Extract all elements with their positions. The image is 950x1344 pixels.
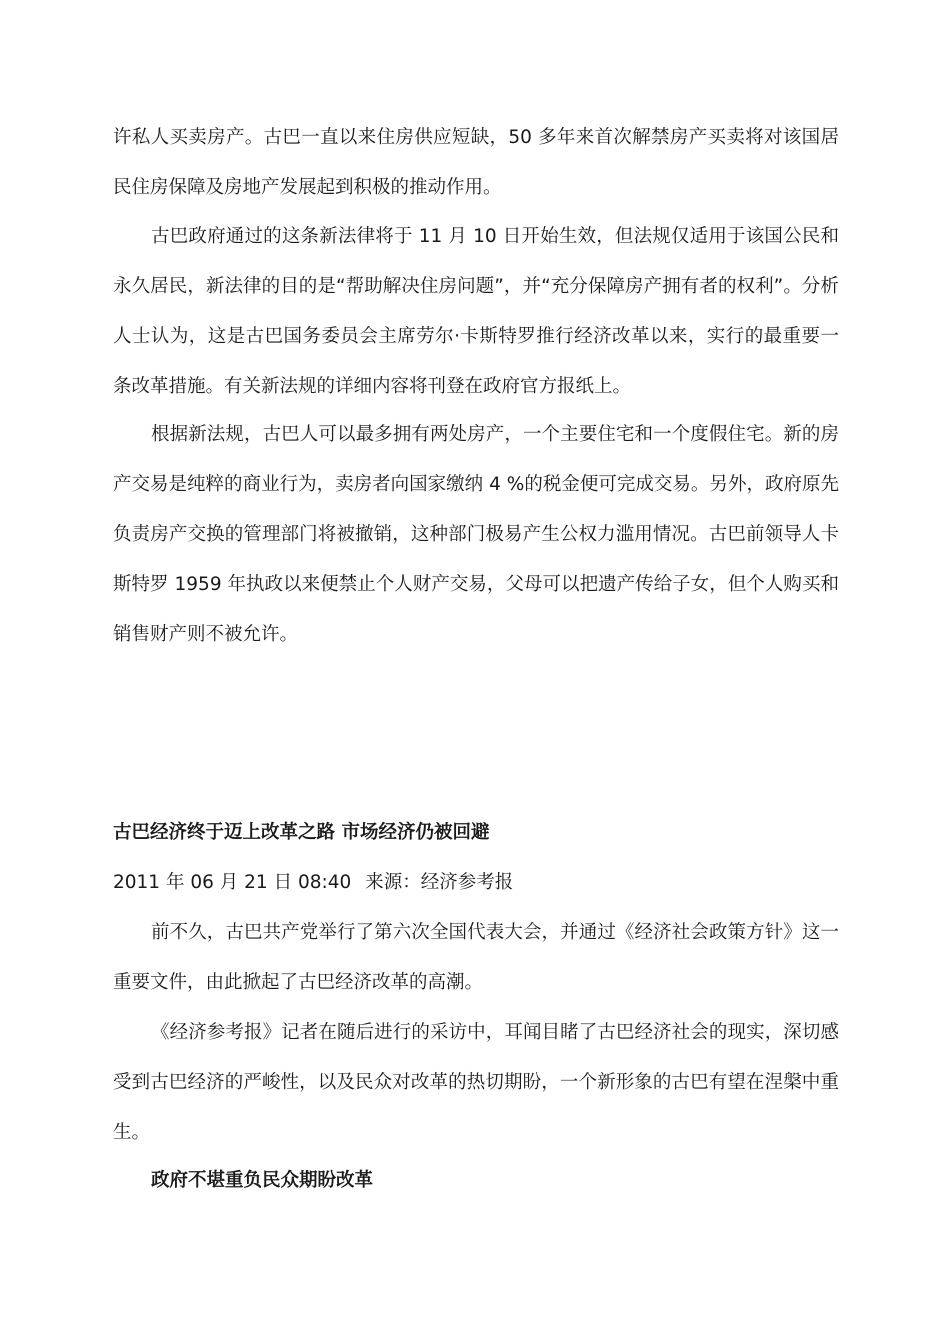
article-paragraph: 前不久，古巴共产党举行了第六次全国代表大会，并通过《经济社会政策方针》这一重要文件，由此掀起了古巴经济改革的高潮。 (113, 922, 839, 993)
article-meta (113, 868, 513, 898)
body-paragraph: 许私人买卖房产。古巴一直以来住房供应短缺，50 多年来首次解禁房产买卖将对该国居民住房保障及房地产发展起到积极的推动作用。 (113, 127, 839, 198)
article-title: 古巴经济终于迈上改革之路 市场经济仍被回避 (113, 822, 490, 843)
article-paragraph: 《经济参考报》记者在随后进行的采访中，耳闻目睹了古巴经济社会的现实，深切感受到古巴经济的严峻性，以及民众对改革的热切期盼，一个新形象的古巴有望在涅槃中重生。 (113, 1022, 839, 1143)
section-subheading: 政府不堪重负民众期盼改革 (151, 1170, 374, 1191)
article-source: 来源：经济参考报 (365, 872, 514, 893)
body-paragraph: 根据新法规，古巴人可以最多拥有两处房产，一个主要住宅和一个度假住宅。新的房产交易是纯粹的商业行为，卖房者向国家缴纳 4 %的税金便可完成交易。另外，政府原先负责房产交换的管理部门将被撤销，这种部门极易产生公权力滥用情况。古巴前领导人卡斯特罗 1959 年执政以来便禁止个人财产交易，父母可以把遗产传给子女，但个人购买和销售财产则不被允许。 (113, 424, 839, 645)
body-paragraph: 古巴政府通过的这条新法律将于 11 月 10 日开始生效，但法规仅适用于该国公民和永久居民，新法律的目的是“帮助解决住房问题”，并“充分保障房产拥有者的权利”。分析人士认为，这是古巴国务委员会主席劳尔·卡斯特罗推行经济改革以来，实行的最重要一条改革措施。有关新法规的详细内容将刊登在政府官方报纸上。 (113, 226, 839, 397)
article-date: 2011 年 06 月 21 日 08:40 (113, 872, 352, 893)
